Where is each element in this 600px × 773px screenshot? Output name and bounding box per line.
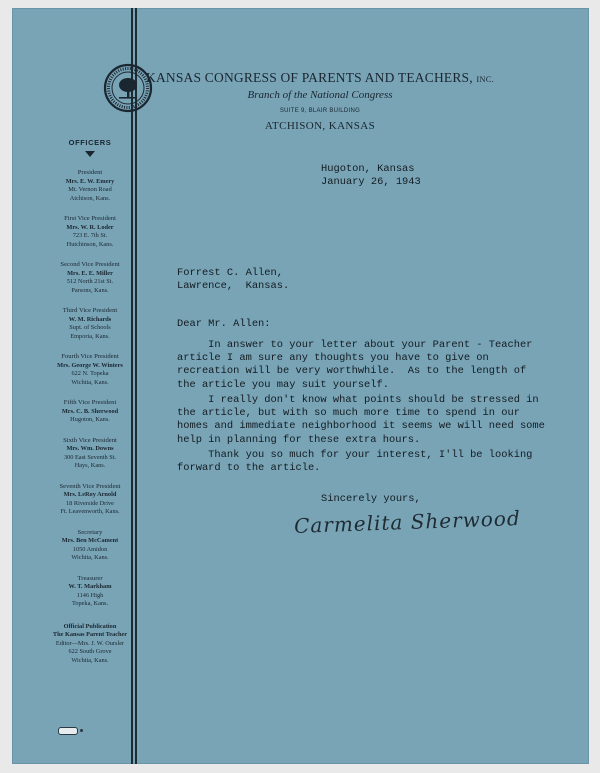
officer-role: Fifth Vice President: [63, 399, 117, 406]
officer-address-line: Hugoton, Kans.: [70, 416, 110, 423]
officer-address-line: Mt. Vernon Road: [68, 186, 112, 193]
officer-name: W. M. Richards: [68, 315, 112, 323]
officer-name: Mrs. E. E. Miller: [67, 269, 113, 277]
officer-name: Mrs. E. W. Emery: [65, 177, 115, 185]
recipient-city: Lawrence, Kansas.: [177, 280, 290, 292]
officer-address-line: Wichita, Kans.: [71, 554, 109, 561]
officer-address-line: 723 E. 7th St.: [72, 232, 108, 239]
officers-heading: OFFICERS: [68, 138, 112, 147]
officer-address-line: 300 East Seventh St.: [63, 453, 117, 461]
paragraph-2: I really don't know what points should be stressed in the article, but with so much more time to spend in our homes and immediate neighborhood it seems we will need some help in planning for these extra hours.: [177, 394, 545, 446]
officer-entry: [30, 169, 150, 203]
officer-role: President: [77, 169, 103, 176]
officer-address-line: Supt. of Schools: [69, 324, 111, 331]
officer-entry: [30, 483, 150, 517]
officer-name: W. T. Markham: [68, 583, 112, 590]
officer-name: Mrs. W. R. Loder: [66, 223, 114, 231]
officers-sidebar: [30, 138, 150, 665]
officer-address-line: Emporia, Kans.: [70, 332, 110, 340]
officer-address-line: Wichita, Kans.: [71, 378, 109, 386]
salutation: Dear Mr. Allen:: [177, 318, 271, 330]
officer-role: Sixth Vice President: [63, 436, 117, 444]
officer-role: Third Vice President: [62, 307, 118, 314]
officer-role: Fourth Vice President: [61, 353, 119, 360]
officer-entry: [30, 215, 150, 249]
union-dot-icon: [80, 729, 83, 732]
officer-address-line: Topeka, Kans.: [71, 600, 109, 607]
org-address: SUITE 9, BLAIR BUILDING: [279, 108, 361, 114]
officer-entry: [30, 353, 150, 387]
officer-list: [30, 169, 150, 609]
down-arrow-icon: [85, 151, 95, 157]
publication-label: Official Publication: [63, 622, 117, 630]
org-city: ATCHISON, KANSAS: [264, 120, 376, 132]
officer-address-line: Hutchinson, Kans.: [66, 240, 114, 248]
publication-line: Editor—Mrs. J. W. Oursler: [55, 639, 125, 647]
officer-address-line: 1050 Amidon: [72, 545, 108, 553]
publication-line: Wichita, Kans.: [71, 656, 109, 664]
officer-role: Secretary: [77, 528, 103, 536]
official-publication: [30, 623, 150, 666]
officer-role: Treasurer: [77, 574, 103, 582]
union-label-icon: [58, 727, 78, 735]
officer-entry: [30, 437, 150, 471]
paragraph-3: Thank you so much for your interest, I'll be looking forward to the article.: [177, 449, 533, 475]
letter-date: January 26, 1943: [321, 176, 421, 188]
officer-address-line: 622 N. Topeka: [71, 370, 109, 377]
letter-place: Hugoton, Kansas: [321, 163, 415, 175]
signature: Carmelita Sherwood: [293, 506, 522, 538]
officer-name: Mrs. George W. Winters: [57, 361, 123, 369]
officer-address-line: 1146 High: [76, 591, 104, 599]
officer-address-line: Parsons, Kans.: [71, 286, 109, 294]
officer-entry: [30, 529, 150, 563]
officer-entry: [30, 575, 150, 609]
org-title: KANSAS CONGRESS OF PARENTS AND TEACHERS, INC.: [146, 70, 494, 85]
officer-address-line: Atchison, Kans.: [69, 194, 111, 202]
paragraph-1: In answer to your letter about your Parent - Teacher article I am sure any thoughts you have to give on recreation will be very worthwhile. As to the length of the article you may suit yourself.: [177, 339, 533, 391]
officer-name: Mrs. Wm. Downs: [66, 445, 114, 452]
officer-role: First Vice President: [64, 215, 116, 222]
officer-name: Mrs. Ben McCament: [61, 537, 119, 544]
officer-entry: [30, 261, 150, 295]
publication-line: 622 South Grove: [68, 648, 112, 655]
officer-role: Second Vice President: [60, 261, 120, 268]
officer-address-line: Hays, Kans.: [74, 462, 106, 469]
closing: Sincerely yours,: [321, 493, 421, 505]
officer-address-line: Ft. Leavenworth, Kans.: [60, 508, 120, 515]
publication-title: The Kansas Parent Teacher: [52, 631, 128, 638]
officer-role: Seventh Vice President: [59, 482, 121, 490]
officer-name: Mrs. LeRoy Arnold: [63, 491, 117, 498]
officer-entry: [30, 307, 150, 341]
officer-entry: [30, 399, 150, 425]
recipient-name: Forrest C. Allen,: [177, 267, 284, 279]
officer-address-line: 18 Riverside Drive: [66, 499, 114, 507]
officer-name: Mrs. C. B. Sherwood: [61, 407, 119, 415]
org-branch: Branch of the National Congress: [247, 89, 393, 101]
officer-address-line: 512 North 21st St.: [66, 278, 114, 285]
